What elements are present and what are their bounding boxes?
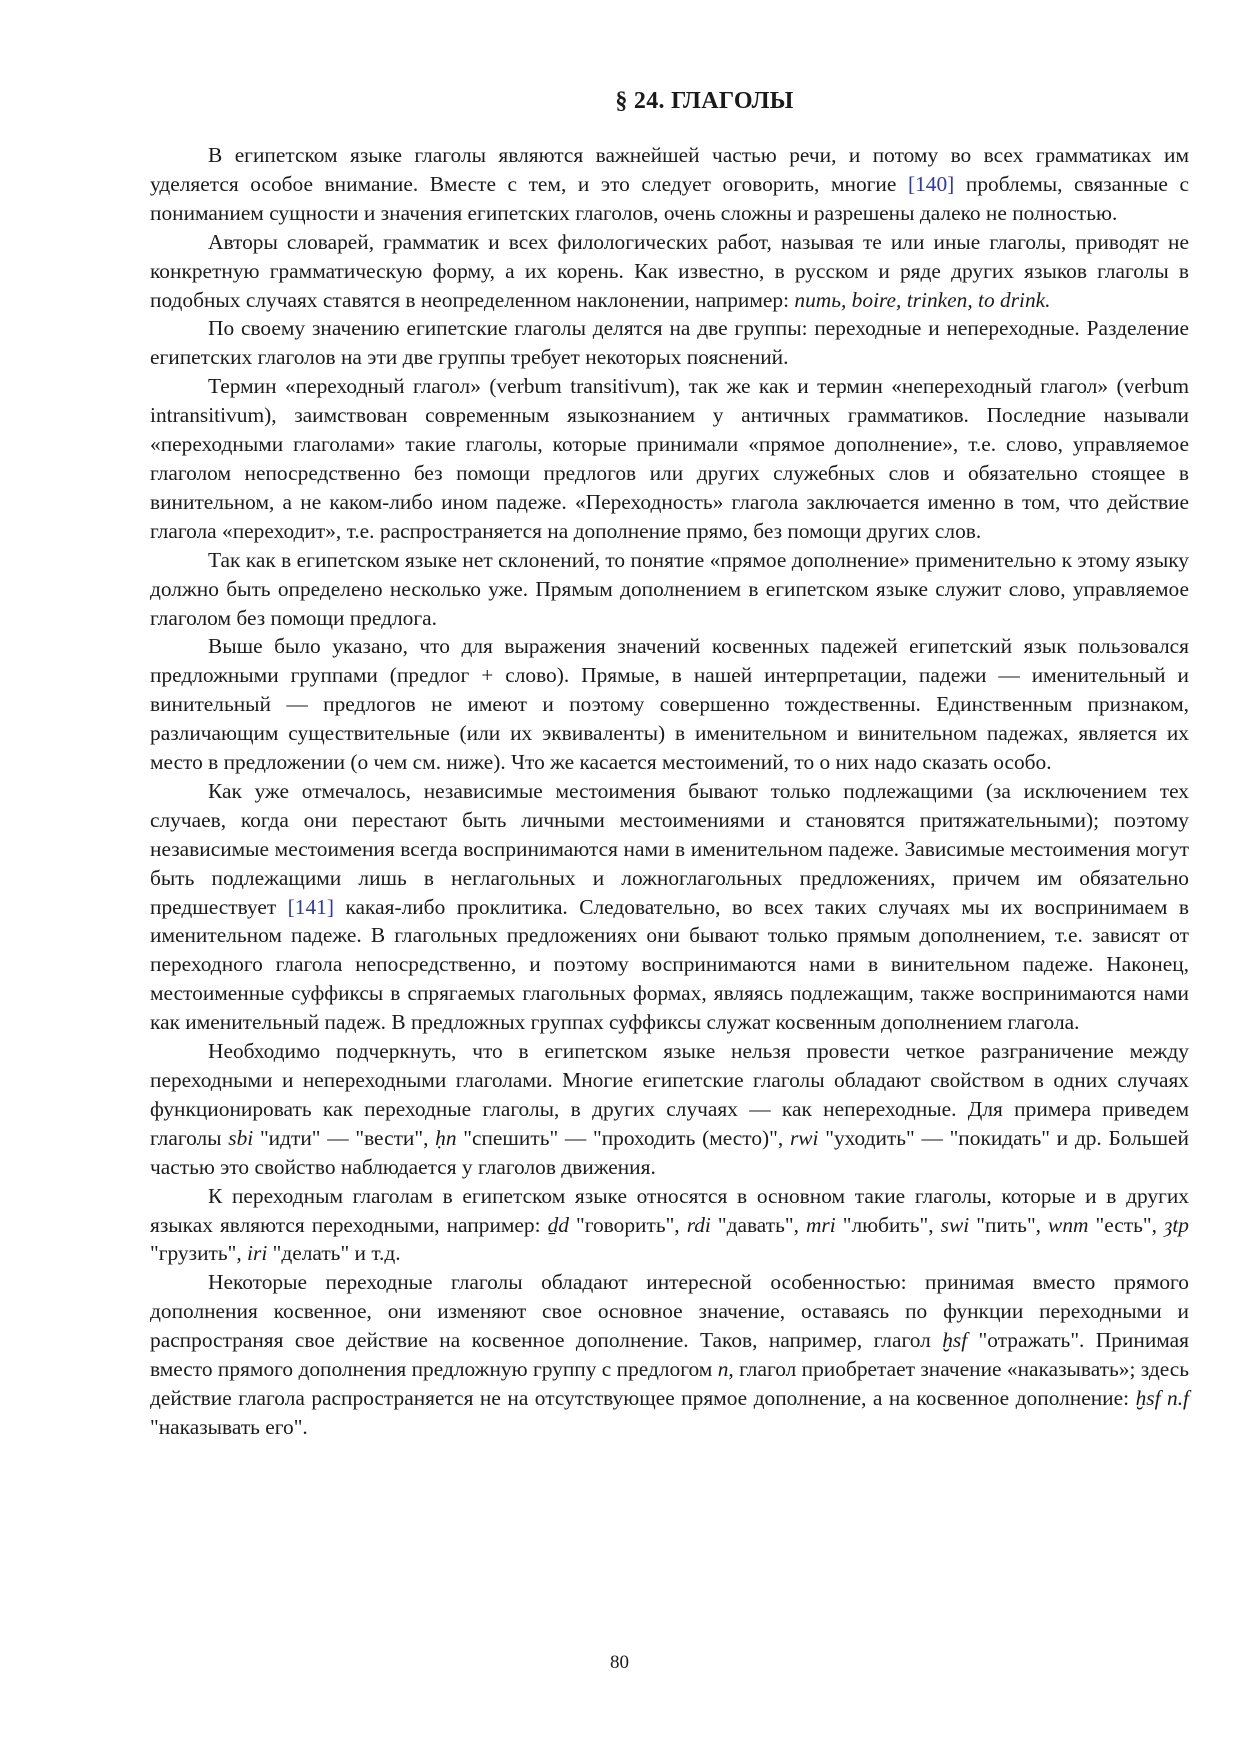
text-run: "есть", bbox=[1088, 1212, 1164, 1237]
text-run: "давать", bbox=[710, 1212, 806, 1237]
paragraph bbox=[150, 777, 1189, 1037]
italic-term: rwi bbox=[789, 1125, 819, 1150]
italic-term: ḫsf n.f bbox=[1135, 1385, 1190, 1410]
paragraph bbox=[150, 141, 1189, 228]
text-run: "делать" и т.д. bbox=[267, 1241, 401, 1266]
text-run: К переходным глаголам в египетском языке относятся в основном такие глаголы, которые и в других языках являются переходными, например: bbox=[150, 1183, 1189, 1237]
paragraph bbox=[150, 1182, 1189, 1269]
paragraph bbox=[150, 1037, 1189, 1182]
italic-term: sbi bbox=[228, 1125, 254, 1150]
text-run: "любить", bbox=[835, 1212, 941, 1237]
italic-term: ḏd bbox=[547, 1212, 569, 1237]
page-reference-link[interactable]: [141] bbox=[287, 894, 335, 919]
paragraph bbox=[150, 546, 1189, 633]
text-run: "пить", bbox=[969, 1212, 1049, 1237]
text-run: "отражать". Принимая вместо прямого дополнения предложную группу с предлогом bbox=[150, 1328, 1189, 1382]
text-run: Авторы словарей, грамматик и всех филологических работ, называя те или иные глаголы, приводят не конкретную грамматическую форму, а их корень. Как известно, в русском и ряде других языков глаголы в подобных случаях ставятся в неопределенном наклонении, например: bbox=[150, 229, 1189, 312]
text-run: проблемы, связанные с пониманием сущности и значения египетских глаголов, очень сложны и разрешены далеко не полностью. bbox=[150, 171, 1189, 225]
italic-term: ḫsf bbox=[942, 1328, 968, 1353]
italic-term: wnm bbox=[1048, 1212, 1089, 1237]
text-run: , глагол приобретает значение «наказывать»; здесь действие глагола распространяется не на отсутствующее прямое дополнение, а на косвенное дополнение: bbox=[150, 1357, 1189, 1410]
text-run: "спешить" — "проходить (место)", bbox=[456, 1125, 790, 1150]
text-run: В египетском языке глаголы являются важнейшей частью речи, и потому во всех грамматиках им уделяется особое внимание. Вместе с тем, и это следует оговорить, многие bbox=[150, 143, 1189, 196]
page-number: 80 bbox=[610, 1652, 629, 1673]
text-run: "грузить", bbox=[150, 1241, 248, 1266]
page-content bbox=[150, 88, 1189, 1442]
text-run: По своему значению египетские глаголы делятся на две группы: переходные и непереходные. Разделение египетских глаголов на эти две группы требует некоторых пояснений. bbox=[150, 316, 1189, 370]
body-text bbox=[150, 141, 1189, 1442]
paragraph bbox=[150, 1268, 1189, 1441]
italic-term: пить, boire, trinken, to drink. bbox=[794, 287, 1051, 312]
italic-term: swi bbox=[940, 1212, 970, 1237]
page-reference-link[interactable]: [140] bbox=[907, 171, 955, 196]
text-run: "уходить" — "покидать" и др. Большей частью это свойство наблюдается у глаголов движения. bbox=[150, 1125, 1189, 1179]
text-run: какая-либо проклитика. Следовательно, во всех таких случаях мы их воспринимаем в именительном падеже. В глагольных предложениях они бывают только прямым дополнением, т.е. зависят от переходного глагола непосредственно, и поэтому воспринимаются нами в винительном падеже. Наконец, местоименные суффиксы в спрягаемых глагольных формах, являясь подлежащим, также воспринимаются нами как именительный падеж. В предложных группах суффиксы служат косвенным дополнением глагола. bbox=[150, 894, 1189, 1035]
text-run: Выше было указано, что для выражения значений косвенных падежей египетский язык пользовался предложными группами (предлог + слово). Прямые, в нашей интерпретации, падежи — именительный и винительный — предлогов не имеют и поэтому совершенно тождественны. Единственным признаком, различающим существительные (или их эквиваленты) в именительном и винительном падежах, является их место в предложении (о чем см. ниже). Что же касается местоимений, то о них надо сказать особо. bbox=[150, 634, 1189, 775]
paragraph bbox=[150, 632, 1189, 777]
paragraph bbox=[150, 372, 1189, 545]
paragraph bbox=[150, 314, 1189, 372]
text-run: Так как в египетском языке нет склонений, то понятие «прямое дополнение» применительно к этому языку должно быть определено несколько уже. Прямым дополнением в египетском языке служит слово, управляемое глаголом без помощи предлога. bbox=[150, 547, 1189, 630]
text-run: Необходимо подчеркнуть, что в египетском языке нельзя провести четкое разграничение между переходными и непереходными глаголами. Многие египетские глаголы обладают свойством в одних случаях функционировать как переходные глаголы, в других случаях — как непереходные. Для примера приведем глаголы bbox=[150, 1039, 1189, 1150]
text-run: Термин «переходный глагол» (verbum transitivum), так же как и термин «непереходный глагол» (verbum intransitivum), заимствован современным языкознанием у античных грамматиков. Последние называли «переходными глаголами» такие глаголы, которые принимали «прямое дополнение», т.е. слово, управляемое глаголом непосредственно без помощи предлогов или других служебных слов и обязательно стоящее в винительном, а не каком-либо ином падеже. «Переходность» глагола заключается именно в том, что действие глагола «переходит», т.е. распространяется на дополнение прямо, без помощи других слов. bbox=[150, 374, 1189, 543]
text-run: Некоторые переходные глаголы обладают интересной особенностью: принимая вместо прямого дополнения косвенное, они изменяют свое основное значение, оставаясь по функции переходными и распространяя свое действие на косвенное дополнение. Таков, например, глагол bbox=[150, 1270, 1189, 1353]
text-run: "наказывать его". bbox=[150, 1414, 308, 1439]
section-title: § 24. ГЛАГОЛЫ bbox=[615, 88, 794, 114]
text-run: "говорить", bbox=[568, 1212, 687, 1237]
italic-term: n bbox=[717, 1357, 729, 1382]
italic-term: ȝtp bbox=[1163, 1212, 1189, 1237]
text-run: Как уже отмечалось, независимые местоимения бывают только подлежащими (за исключением тех случаев, когда они перестают быть личными местоимениями и становятся притяжательными); поэтому независимые местоимения всегда воспринимаются нами в именительном падеже. Зависимые местоимения могут быть подлежащими лишь в неглагольных и ложноглагольных предложениях, причем им обязательно предшествует bbox=[150, 778, 1189, 919]
italic-term: ḥn bbox=[435, 1125, 457, 1150]
italic-term: rdi bbox=[686, 1212, 711, 1237]
paragraph bbox=[150, 228, 1189, 315]
text-run: "идти" — "вести", bbox=[253, 1125, 436, 1150]
italic-term: mri bbox=[805, 1212, 836, 1237]
italic-term: iri bbox=[247, 1241, 268, 1266]
